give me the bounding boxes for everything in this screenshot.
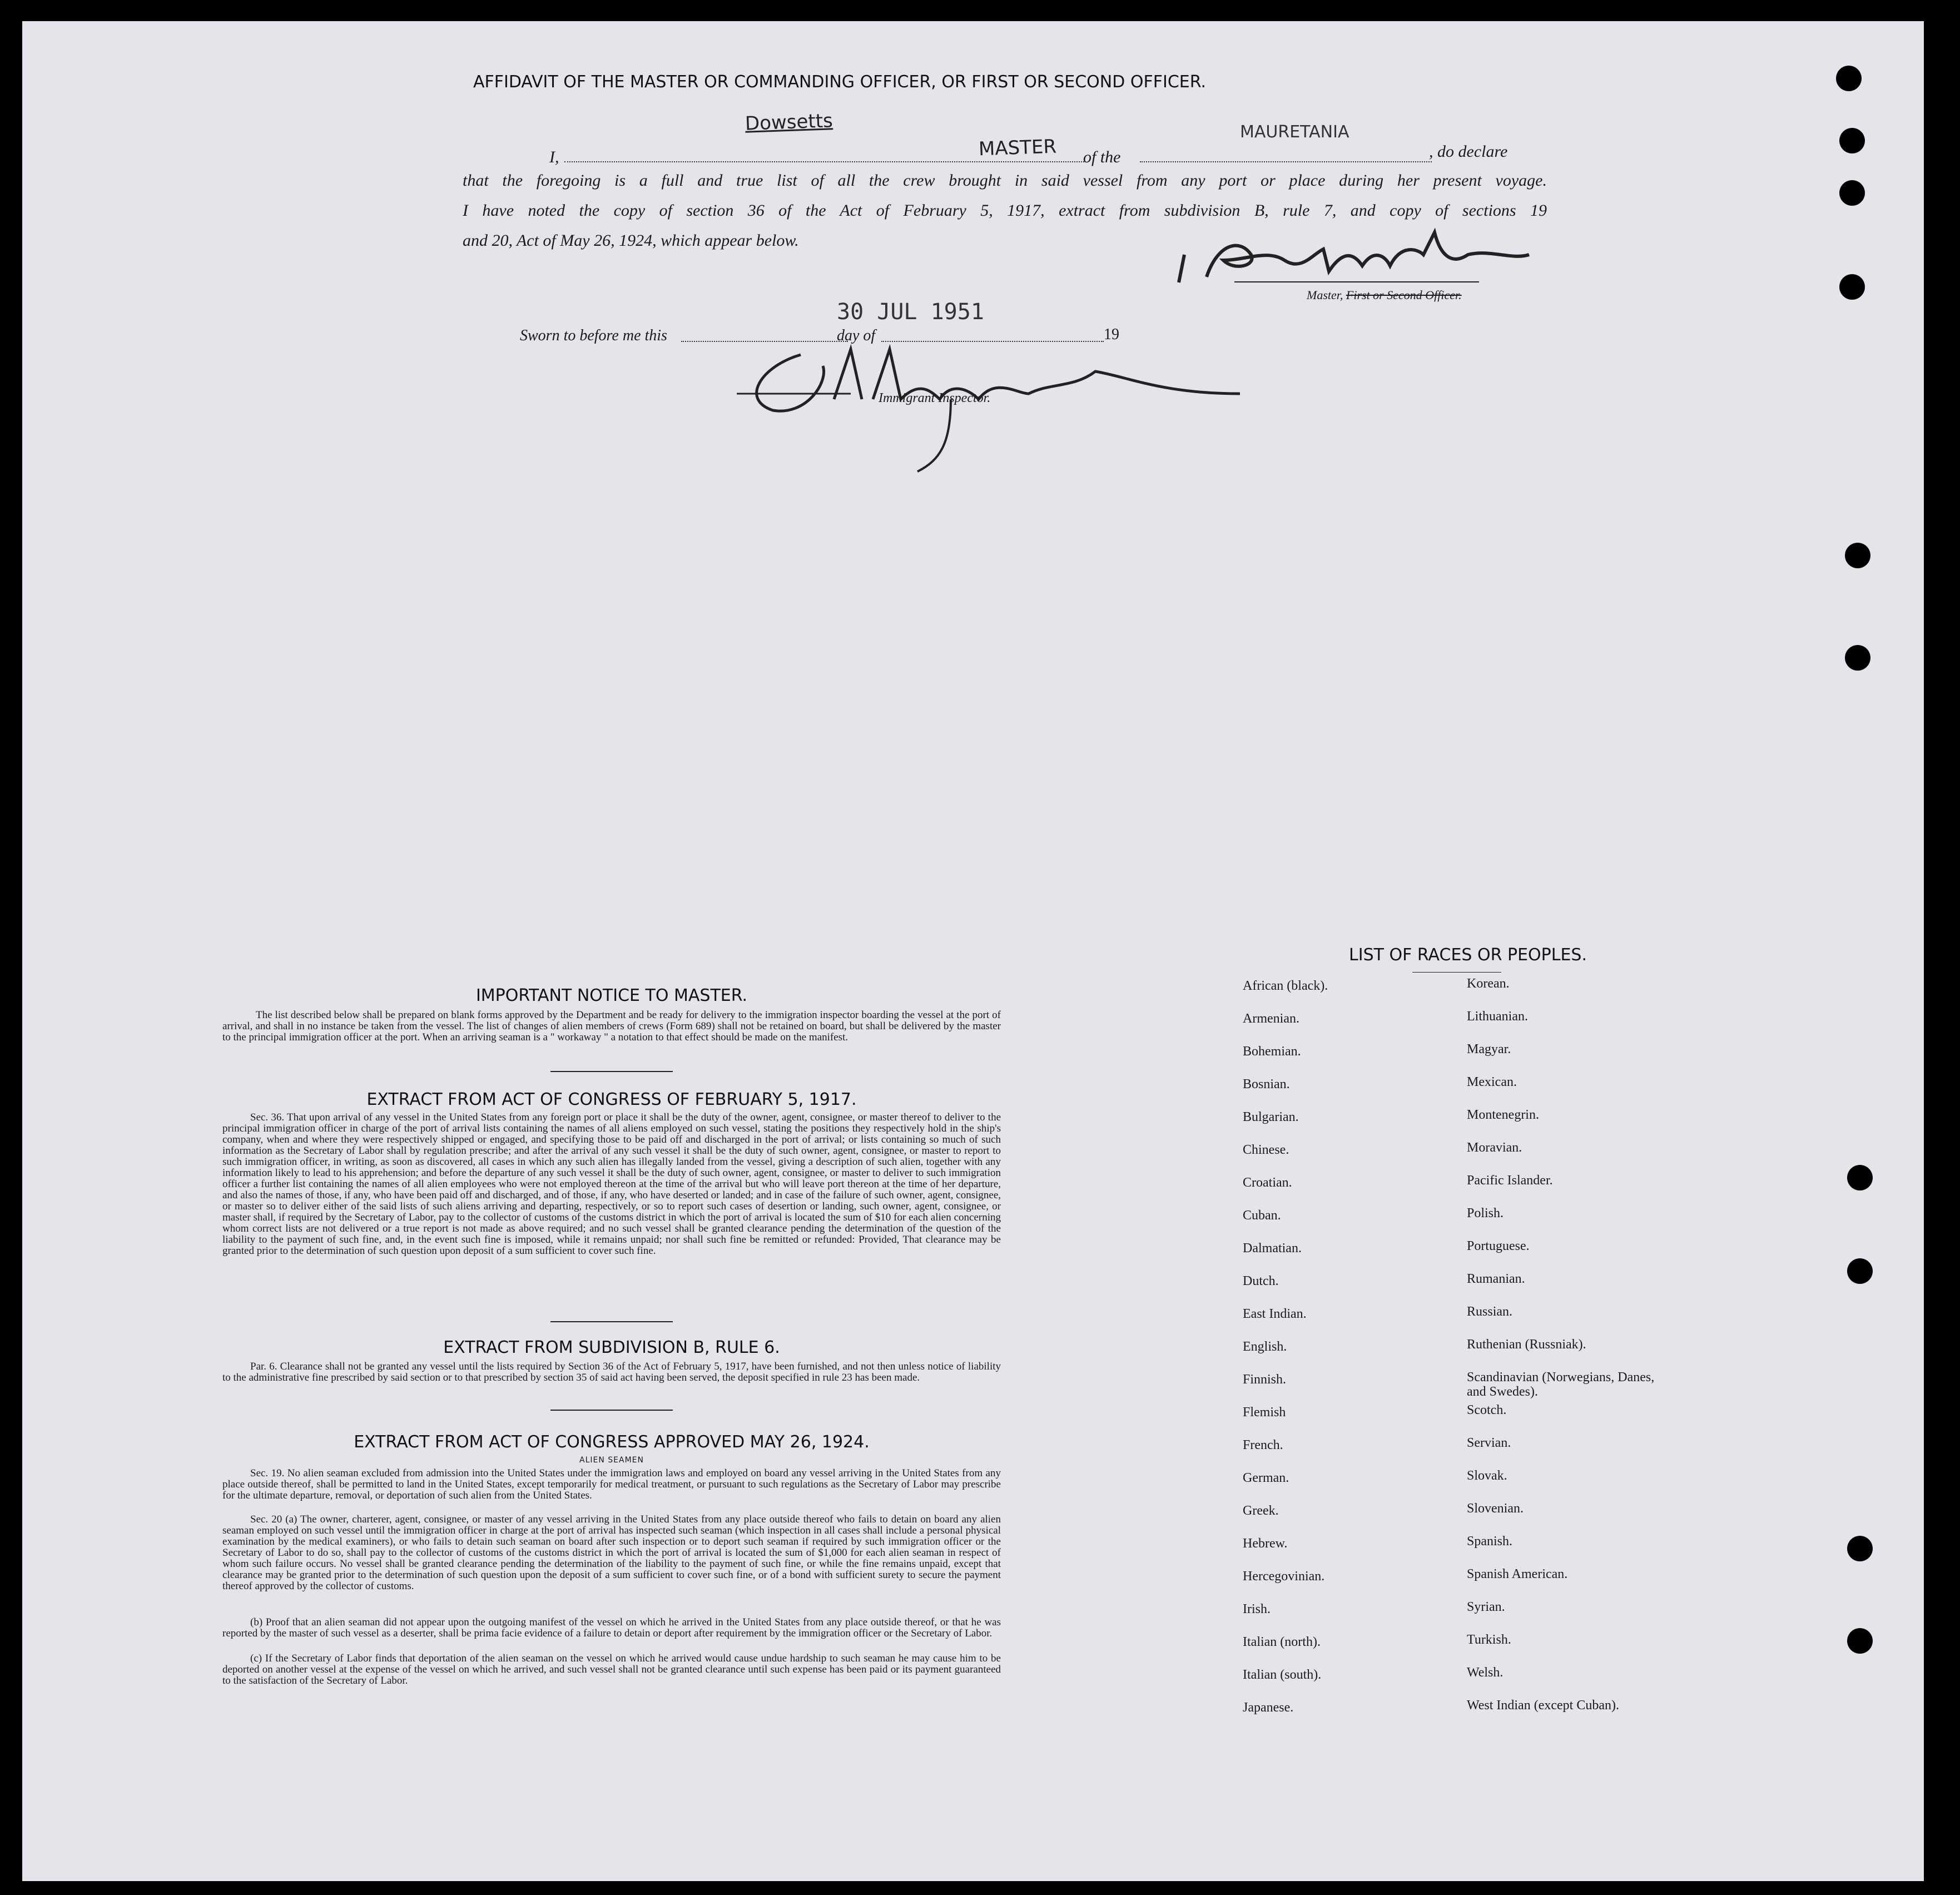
race-item: Finnish. xyxy=(1243,1372,1287,1387)
affidavit-line-2: that the foregoing is a full and true list of all the crew brought in said vessel from any port or place during her present voyage. xyxy=(463,171,1547,190)
affidavit-line-4: and 20, Act of May 26, 1924, which appear below. xyxy=(463,231,799,250)
of-the-label: of the xyxy=(1083,148,1121,166)
race-item: Greek. xyxy=(1243,1504,1279,1518)
struck-officer-text: First or Second Officer. xyxy=(1346,288,1462,302)
sworn-label: Sworn to before me this xyxy=(520,327,667,344)
master-signature-line xyxy=(1234,281,1479,282)
race-item: Croatian. xyxy=(1243,1175,1292,1190)
extract-1924-title: EXTRACT FROM ACT OF CONGRESS APPROVED MAY 26, 1924. xyxy=(354,1432,870,1452)
punch-hole xyxy=(1839,274,1865,300)
race-item: Scotch. xyxy=(1467,1403,1507,1417)
race-item: German. xyxy=(1243,1471,1289,1485)
race-item: Servian. xyxy=(1467,1436,1511,1450)
race-item: Scandinavian (Norwegians, Danes, and Swedes). xyxy=(1467,1370,1655,1399)
extract-1924-sec19: Sec. 19. No alien seaman excluded from admission into the United States under the immigration laws and employed on board any vessel arriving in the United States from any place outside thereof, shall be permitted to land in the United States, except temporarily for medical treatment, or pursuant to such regulations as the Secretary of Labor may prescribe for the ultimate departure, removal, or deportation of such alien from the United States. xyxy=(222,1467,1001,1501)
extract-rule6-text: Par. 6. Clearance shall not be granted any vessel until the lists required by Section 36 of the Act of February 5, 1917, have been furnished, and not then unless notice of liability to the administrative fine prescribed by said section or to that prescribed by section 35 of said act having been served, the deposit specified in rule 23 has been made. xyxy=(222,1361,1001,1383)
race-item: East Indian. xyxy=(1243,1307,1307,1321)
race-item: Italian (south). xyxy=(1243,1668,1322,1682)
notice-text: The list described below shall be prepared on blank forms approved by the Department and be ready for delivery to the immigration inspector boarding the vessel at the port of arrival, and shall in no instance be taken from the vessel. The list of changes of alien members of crews (Form 689) shall not be retained on board, but shall be delivered by the master to the principal immigration officer at the port. When an arriving seaman is a " workaway " a notation to that effect should be made on the manifest. xyxy=(222,1009,1001,1043)
extract-1924-sec20c: (c) If the Secretary of Labor finds that deportation of the alien seaman on the vessel on which he arrived would cause undue hardship to such seaman he may cause him to be deported on another vessel at the expense of the vessel on which he arrived, and such vessel shall not be granted clearance until such expense has been paid or its payment guaranteed to the satisfaction of the Secretary of Labor. xyxy=(222,1653,1001,1686)
race-item: Slovenian. xyxy=(1467,1501,1524,1516)
race-item: Cuban. xyxy=(1243,1208,1281,1223)
race-item: English. xyxy=(1243,1340,1287,1354)
punch-hole xyxy=(1847,1165,1873,1190)
date-stamp: 30 JUL 1951 xyxy=(837,299,984,325)
race-item: Portuguese. xyxy=(1467,1239,1530,1253)
extract-1917-title: EXTRACT FROM ACT OF CONGRESS OF FEBRUARY 5, 1917. xyxy=(366,1090,857,1109)
race-item: Hebrew. xyxy=(1243,1536,1288,1551)
race-item: Korean. xyxy=(1467,976,1510,991)
race-item: Syrian. xyxy=(1467,1600,1505,1614)
notice-title: IMPORTANT NOTICE TO MASTER. xyxy=(475,986,748,1005)
day-of-label: day of xyxy=(837,327,876,344)
divider xyxy=(550,1410,673,1411)
race-item: Armenian. xyxy=(1243,1011,1299,1026)
punch-hole xyxy=(1847,1628,1873,1654)
master-caption xyxy=(1307,288,1462,302)
race-item: Mexican. xyxy=(1467,1075,1517,1089)
race-item: Spanish. xyxy=(1467,1534,1513,1549)
punch-hole xyxy=(1839,180,1865,206)
master-caption-prefix: Master, xyxy=(1307,288,1343,302)
divider xyxy=(550,1321,673,1322)
race-item: Polish. xyxy=(1467,1206,1504,1221)
year-prefix: 19 xyxy=(1104,326,1119,343)
document-page xyxy=(22,21,1924,1881)
race-item: Bulgarian. xyxy=(1243,1110,1299,1124)
vessel-name: MAURETANIA xyxy=(1240,122,1349,142)
master-signature xyxy=(1157,221,1535,288)
race-item: Rumanian. xyxy=(1467,1272,1525,1286)
race-item: Pacific Islander. xyxy=(1467,1173,1553,1188)
name-line xyxy=(564,161,1084,162)
handwritten-rank: MASTER xyxy=(978,135,1057,161)
punch-hole xyxy=(1839,128,1865,153)
race-item: Hercegovinian. xyxy=(1243,1569,1325,1584)
race-item: Bohemian. xyxy=(1243,1044,1301,1059)
alien-seamen-subtitle: ALIEN SEAMEN xyxy=(579,1456,644,1465)
race-item: Chinese. xyxy=(1243,1143,1289,1157)
extract-1924-sec20b: (b) Proof that an alien seaman did not appear upon the outgoing manifest of the vessel on which he arrived in the United States from any place outside thereof, or that he was reported by the master of such vessel as a deserter, shall be prima facie evidence of a failure to detain or deport after requirement by the immigration officer or the Secretary of Labor. xyxy=(222,1616,1001,1639)
punch-hole xyxy=(1845,645,1870,671)
affidavit-i-label: I, xyxy=(549,148,559,166)
extract-rule6-title: EXTRACT FROM SUBDIVISION B, RULE 6. xyxy=(443,1338,780,1357)
extract-1924-sec20a: Sec. 20 (a) The owner, charterer, agent, consignee, or master of any vessel arriving in the United States from any place outside thereof who fails to detain on board any alien seaman employed on such vessel until the immigration officer in charge at the port of arrival has inspected such seaman (which inspection in all cases shall include a personal physical examination by the medical examiners), or who fails to detain such seaman on board after such inspection or to deport such seaman if required by such immigration officer or the Secretary of Labor to do so, shall pay to the collector of customs of the customs district in which the port of arrival is located the sum of $1,000 for each alien seaman in respect of whom such failure occurs. No vessel shall be granted clearance pending the determination of the liability to the payment of such fine, or while the fine remains unpaid, except that clearance may be granted prior to the determination of such question upon the deposit of a sum sufficient to cover such fine, or of a bond with sufficient surety to secure the payment thereof approved by the collector of customs. xyxy=(222,1514,1001,1592)
race-item: Japanese. xyxy=(1243,1700,1294,1715)
race-item: Spanish American. xyxy=(1467,1567,1568,1581)
race-item: Russian. xyxy=(1467,1304,1513,1319)
divider xyxy=(1412,972,1501,973)
race-item: Moravian. xyxy=(1467,1140,1522,1155)
race-item: Turkish. xyxy=(1467,1633,1511,1647)
punch-hole xyxy=(1845,543,1870,568)
affidavit-line-3: I have noted the copy of section 36 of the Act of February 5, 1917, extract from subdivision B, rule 7, and copy of sections 19 xyxy=(463,201,1547,220)
race-item: Magyar. xyxy=(1467,1042,1511,1056)
vessel-line xyxy=(1140,161,1432,162)
race-item: African (black). xyxy=(1243,979,1328,993)
race-item: West Indian (except Cuban). xyxy=(1467,1698,1619,1713)
race-item: Irish. xyxy=(1243,1602,1271,1616)
race-item: Bosnian. xyxy=(1243,1077,1290,1092)
race-item: Welsh. xyxy=(1467,1665,1504,1680)
divider xyxy=(550,1071,673,1072)
race-item: Dalmatian. xyxy=(1243,1241,1302,1256)
affidavit-title: AFFIDAVIT OF THE MASTER OR COMMANDING OFFICER, OR FIRST OR SECOND OFFICER. xyxy=(473,72,1207,92)
race-item: French. xyxy=(1243,1438,1283,1452)
race-item: Montenegrin. xyxy=(1467,1108,1539,1122)
race-item: Dutch. xyxy=(1243,1274,1279,1288)
punch-hole xyxy=(1847,1536,1873,1561)
race-item: Slovak. xyxy=(1467,1469,1507,1483)
extract-1917-text: Sec. 36. That upon arrival of any vessel in the United States from any foreign port or place it shall be the duty of the owner, agent, consignee, or master thereof to deliver to the principal immigration officer in charge of the port of arrival lists containing the names of all aliens employed on such vessel, stating the positions they respectively hold in the ship's company, when and where they were respectively shipped or engaged, and specifying those to be paid off and discharged in the port of arrival; or lists containing so much of such information as the Secretary of Labor shall by regulation prescribe; and after the arrival of any such vessel it shall be the duty of such owner, agent, consignee, or master to report to such immigration officer, in writing, as soon as discovered, all cases in which any such alien has illegally landed from the vessel, giving a description of such alien, together with any information likely to lead to his apprehension; and before the departure of any such vessel it shall be the duty of such owner, agent, consignee, or master to deliver to such immigration officer a further list containing the names of all alien employees who were not employed thereon at the time of the arrival but who will leave port thereon at the time of her departure, and also the names of those, if any, who have been paid off and discharged, and of those, if any, who have deserted or landed; and in case of the failure of such owner, agent, consignee, or master so to deliver either of the said lists of such aliens arriving and departing, respectively, or so to report such cases of desertion or landing, such owner, agent, consignee, or master shall, if required by the Secretary of Labor, pay to the collector of customs of the customs district in which the port of arrival is located the sum of $10 for each alien concerning whom correct lists are not delivered or a true report is not made as above required; and no such vessel shall be granted clearance pending the determination of the question of the liability to the payment of such fine, and, in the event such fine is imposed, while it remains unpaid; nor shall such fine be remitted or refunded: Provided, That clearance may be granted prior to the determination of such question upon deposit of a sum sufficient to cover such fine. xyxy=(222,1112,1001,1257)
races-title: LIST OF RACES OR PEOPLES. xyxy=(1349,945,1587,965)
punch-hole xyxy=(1836,66,1862,91)
race-item: Lithuanian. xyxy=(1467,1009,1528,1024)
punch-hole xyxy=(1847,1258,1873,1284)
race-item: Flemish xyxy=(1243,1405,1286,1420)
race-item: Ruthenian (Russniak). xyxy=(1467,1337,1586,1352)
handwritten-master-name: Dowsetts xyxy=(745,110,833,135)
do-declare-label: , do declare xyxy=(1429,142,1508,161)
race-item: Italian (north). xyxy=(1243,1635,1321,1649)
inspector-caption: Immigrant Inspector. xyxy=(879,391,991,405)
